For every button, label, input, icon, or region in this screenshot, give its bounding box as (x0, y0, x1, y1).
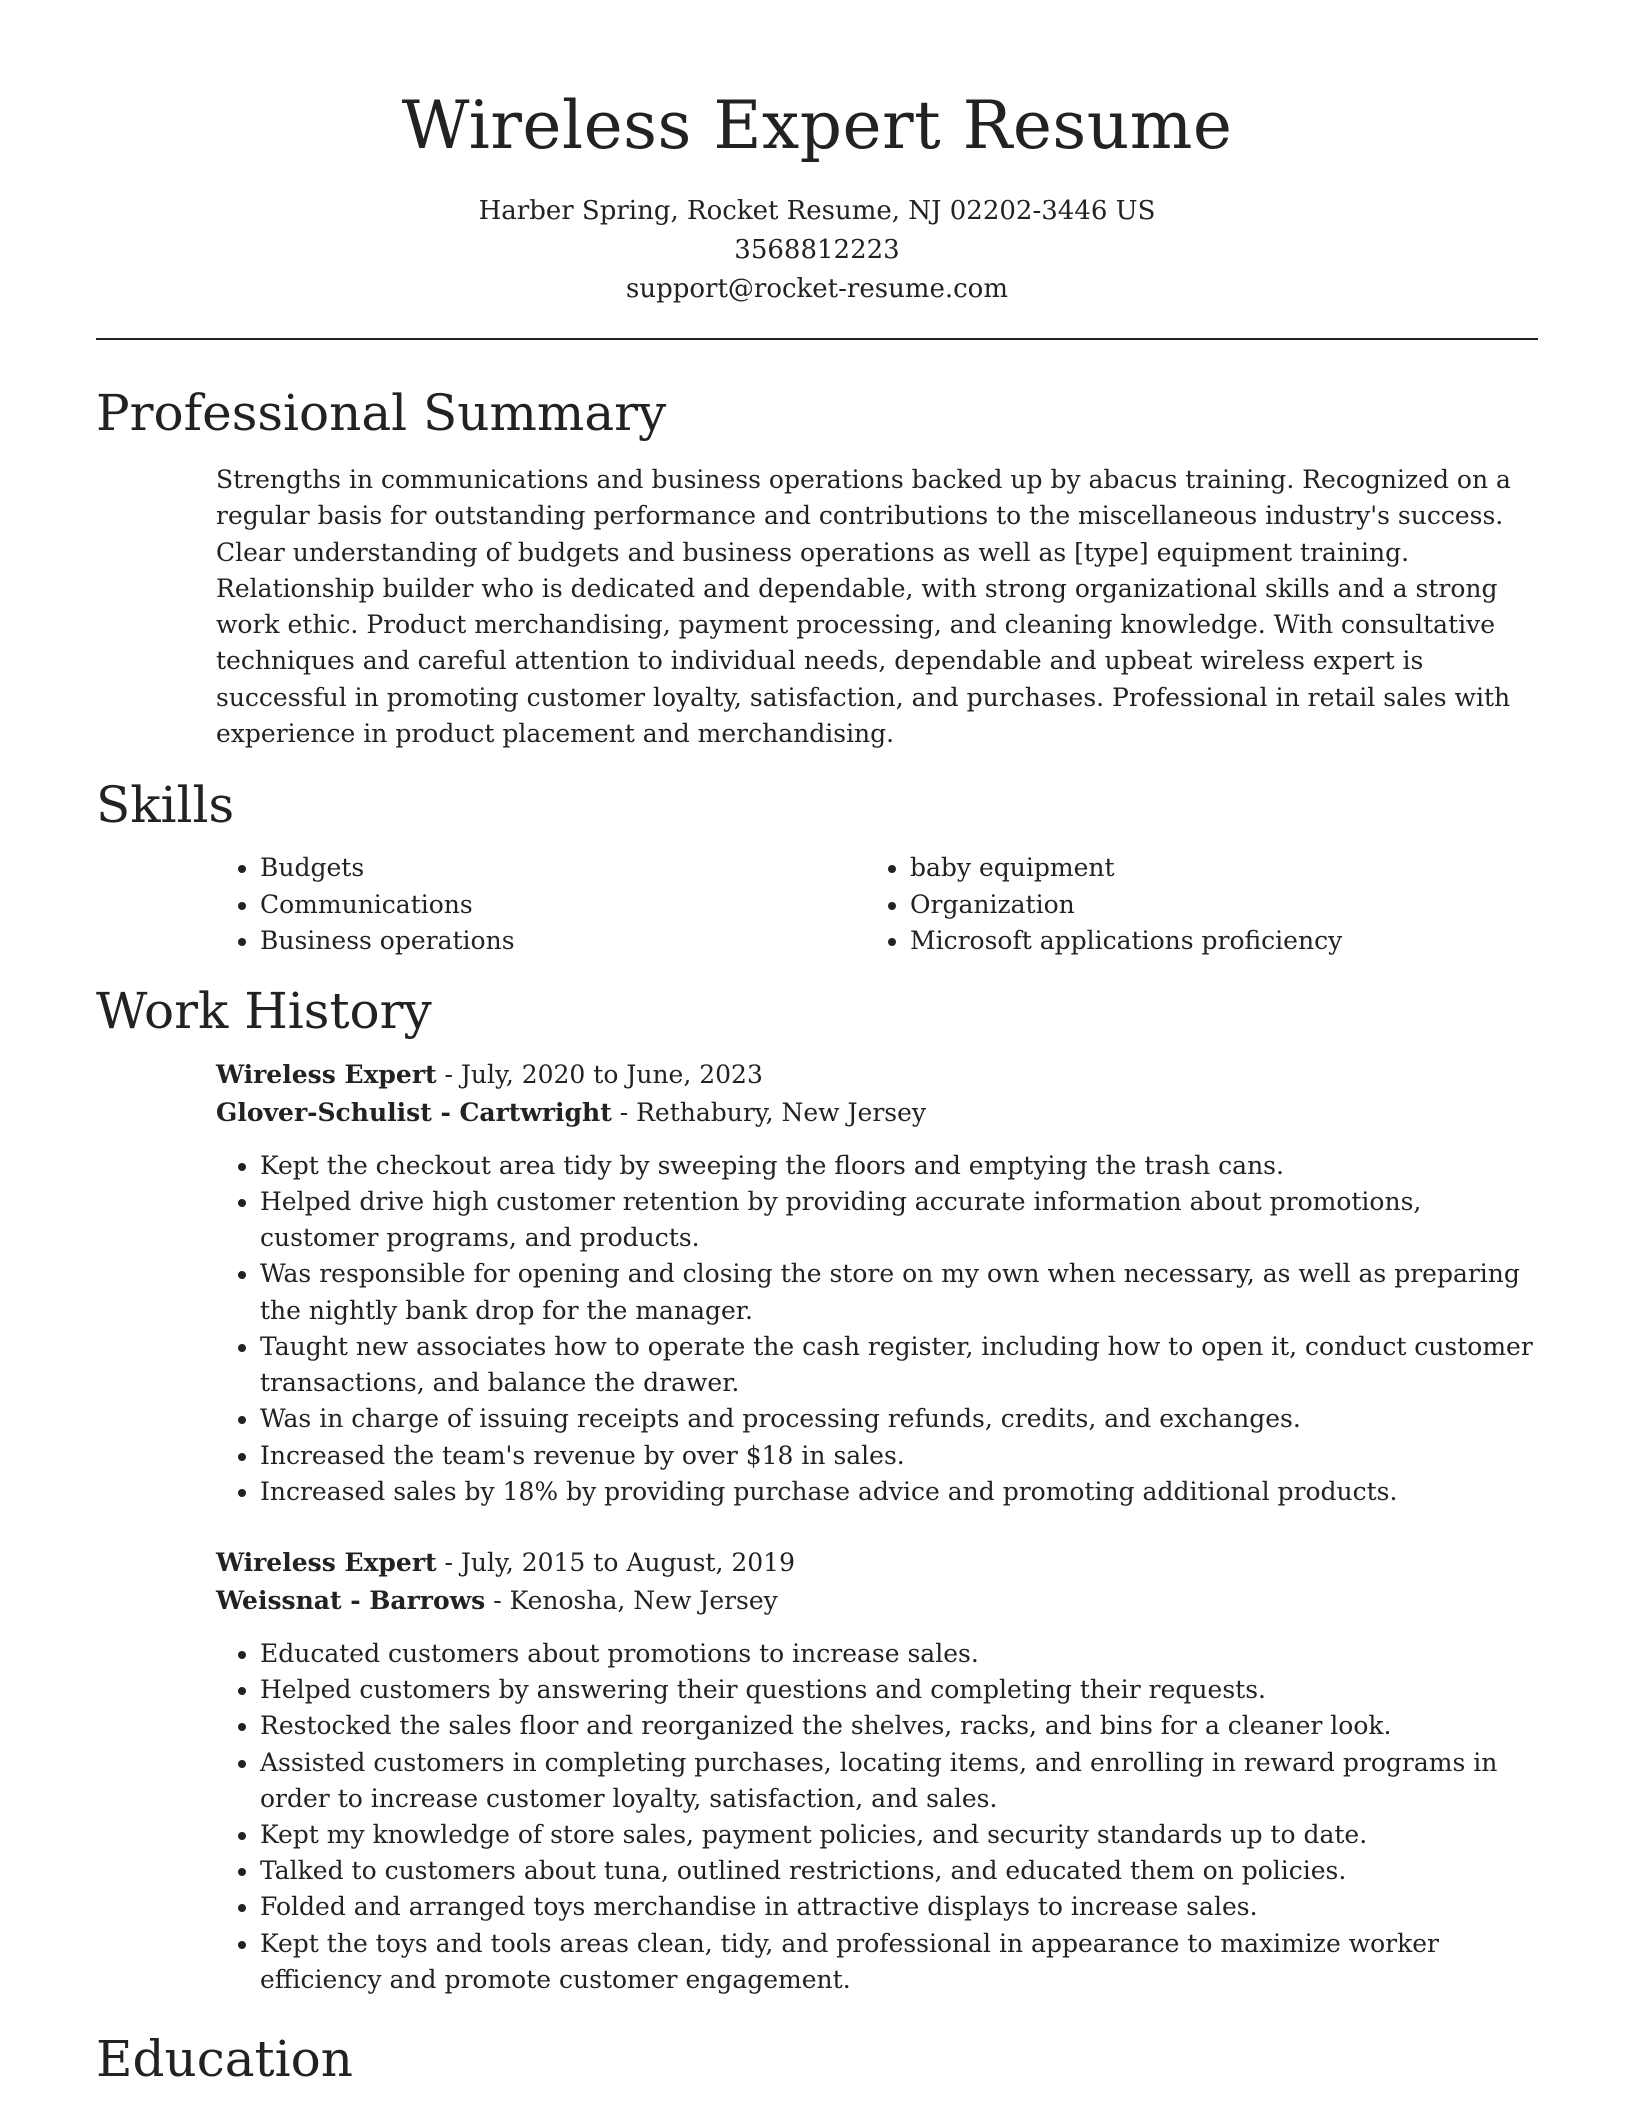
skills-column-left (216, 850, 866, 960)
job-location: Rethabury, New Jersey (636, 1097, 927, 1127)
job-dates: July, 2015 to August, 2019 (460, 1547, 795, 1577)
job-duty: • Helped drive high customer retention by providing accurate information about promotions, customer programs, and products. (260, 1184, 1538, 1256)
job-company: Weissnat - Barrows (216, 1585, 486, 1615)
contact-phone: 3568812223 (734, 235, 900, 265)
job-duty: • Talked to customers about tuna, outlined restrictions, and educated them on policies. (260, 1853, 1538, 1889)
job-title: Wireless Expert (216, 1547, 437, 1577)
contact-address: Harber Spring, Rocket Resume, NJ 02202-3446 US (478, 196, 1156, 226)
resume-header (96, 0, 1538, 309)
job-duty: • Kept my knowledge of store sales, payment policies, and security standards up to date. (260, 1817, 1538, 1853)
job-company: Glover-Schulist - Cartwright (216, 1097, 612, 1127)
job-duty: • Increased sales by 18% by providing purchase advice and promoting additional products. (260, 1474, 1538, 1510)
resume-page (96, 0, 1538, 2090)
header-divider (96, 338, 1538, 340)
skill-item: • Business operations (260, 923, 866, 960)
job-company-line: Glover-Schulist - Cartwright - Rethabury, New Jersey (216, 1097, 927, 1127)
skill-item: • baby equipment (910, 850, 1516, 887)
job-entry (216, 1056, 1538, 1510)
job-company-line: Weissnat - Barrows - Kenosha, New Jersey (216, 1585, 778, 1615)
skills-list (216, 850, 1538, 960)
job-title-line: Wireless Expert - July, 2020 to June, 2023 (216, 1059, 763, 1089)
resume-title: Wireless Expert Resume (401, 87, 1233, 164)
contact-block (96, 192, 1538, 309)
skills-heading: Skills (96, 776, 235, 835)
skill-item: • Communications (260, 887, 866, 924)
contact-email: support@rocket-resume.com (625, 274, 1008, 304)
job-duties-list (216, 1636, 1538, 1998)
job-title-line: Wireless Expert - July, 2015 to August, 2019 (216, 1547, 795, 1577)
skill-item: • Microsoft applications proficiency (910, 923, 1516, 960)
job-duty: • Increased the team's revenue by over $18 in sales. (260, 1438, 1538, 1474)
job-location: Kenosha, New Jersey (509, 1585, 778, 1615)
job-duty: • Kept the checkout area tidy by sweeping the floors and emptying the trash cans. (260, 1148, 1538, 1184)
education-heading: Education (96, 2029, 353, 2088)
job-duty: • Taught new associates how to operate the cash register, including how to open it, conduct customer transactions, and balance the drawer. (260, 1329, 1538, 1401)
job-duty: • Was responsible for opening and closing the store on my own when necessary, as well as preparing the nightly bank drop for the manager. (260, 1256, 1538, 1328)
skills-column-right (866, 850, 1516, 960)
job-duty: • Assisted customers in completing purchases, locating items, and enrolling in reward programs in order to increase customer loyalty, satisfaction, and sales. (260, 1745, 1538, 1817)
summary-heading: Professional Summary (96, 384, 667, 442)
job-duty: • Was in charge of issuing receipts and processing refunds, credits, and exchanges. (260, 1401, 1538, 1437)
job-duty: • Folded and arranged toys merchandise in attractive displays to increase sales. (260, 1889, 1538, 1925)
work-history-heading: Work History (96, 981, 432, 1040)
skill-item: • Organization (910, 887, 1516, 924)
job-dates: July, 2020 to June, 2023 (460, 1059, 763, 1089)
job-title: Wireless Expert (216, 1059, 437, 1089)
job-duty: • Helped customers by answering their questions and completing their requests. (260, 1672, 1538, 1708)
skill-item: • Budgets (260, 850, 866, 887)
job-duties-list (216, 1148, 1538, 1510)
job-duty: • Restocked the sales floor and reorganized the shelves, racks, and bins for a cleaner look. (260, 1708, 1538, 1744)
job-duty: • Educated customers about promotions to increase sales. (260, 1636, 1538, 1672)
job-entry (216, 1544, 1538, 1998)
job-duty: • Kept the toys and tools areas clean, tidy, and professional in appearance to maximize worker efficiency and promote customer engagement. (260, 1926, 1538, 1998)
summary-text: Strengths in communications and business operations backed up by abacus training. Recognized on a regular basis for outstanding performance and contributions to the miscellaneous industry's success. Clear understanding of budgets and business operations as well as [type] equipment training. Relationship builder who is dedicated and dependable, with strong organizational skills and a strong work ethic. Product merchandising, payment processing, and cleaning knowledge. With consultative techniques and careful attention to individual needs, dependable and upbeat wireless expert is successful in promoting customer loyalty, satisfaction, and purchases. Professional in retail sales with experience in product placement and merchandising. (216, 465, 1511, 749)
